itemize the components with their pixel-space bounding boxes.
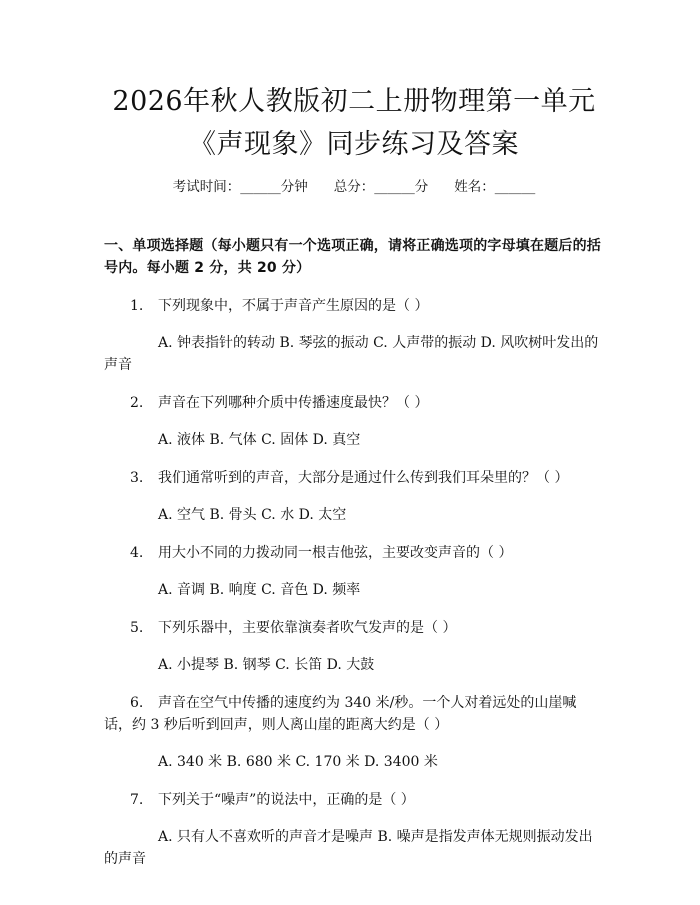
question-text: 下列乐器中，主要依靠演奏者吹气发声的是（ ）: [158, 620, 457, 636]
question-text: 下列现象中，不属于声音产生原因的是（ ）: [158, 298, 429, 314]
question-number: 2.: [130, 395, 144, 411]
question-stem: [104, 617, 604, 639]
question-options: A. 空气 B. 骨头 C. 水 D. 太空: [158, 507, 347, 523]
question-text: 声音在空气中传播的速度约为 340 米/秒。一个人对着远处的山崖喊话，约 3 秒后听到回声，则人离山崖的距离大约是（ ）: [104, 695, 577, 733]
section-heading-single-choice: 一、单项选择题（每小题只有一个选项正确，请将正确选项的字母填在题后的括号内。每小题 2 分，共 20 分）: [104, 238, 601, 276]
question-number: 3.: [130, 470, 144, 486]
question-text: 我们通常听到的声音，大部分是通过什么传到我们耳朵里的？（ ）: [158, 470, 569, 486]
student-name-label: 姓名：______: [454, 179, 536, 195]
document-title: 2026年秋人教版初二上册物理第一单元《声现象》同步练习及答案: [112, 86, 596, 160]
total-score-label: 总分：______分: [333, 179, 429, 195]
question-options: A. 只有人不喜欢听的声音才是噪声 B. 噪声是指发声体无规则振动发出的声音: [104, 829, 593, 867]
question-number: 5.: [130, 620, 144, 636]
question-text: 声音在下列哪种介质中传播速度最快？（ ）: [158, 395, 429, 411]
question-text: 用大小不同的力拨动同一根吉他弦，主要改变声音的（ ）: [158, 545, 513, 561]
question-stem: [104, 392, 604, 414]
question-stem: [104, 692, 604, 736]
question-number: 7.: [130, 792, 144, 808]
question-options: A. 小提琴 B. 钢琴 C. 长笛 D. 大鼓: [158, 657, 375, 673]
exam-time-label: 考试时间：______分钟: [172, 179, 308, 195]
question-stem: [104, 789, 604, 811]
question-options: A. 液体 B. 气体 C. 固体 D. 真空: [158, 432, 361, 448]
question-number: 6.: [130, 695, 144, 711]
question-number: 1.: [130, 298, 144, 314]
question-list: [104, 295, 604, 870]
question-number: 4.: [130, 545, 144, 561]
question-stem: [104, 295, 604, 317]
question-stem: [104, 542, 604, 564]
question-stem: [104, 467, 604, 489]
question-options: A. 340 米 B. 680 米 C. 170 米 D. 3400 米: [158, 754, 438, 770]
exam-info-line: [104, 177, 604, 197]
question-options: A. 钟表指针的转动 B. 琴弦的振动 C. 人声带的振动 D. 风吹树叶发出的声音: [104, 335, 599, 373]
question-text: 下列关于“噪声”的说法中，正确的是（ ）: [158, 792, 415, 808]
question-options: A. 音调 B. 响度 C. 音色 D. 频率: [158, 582, 361, 598]
